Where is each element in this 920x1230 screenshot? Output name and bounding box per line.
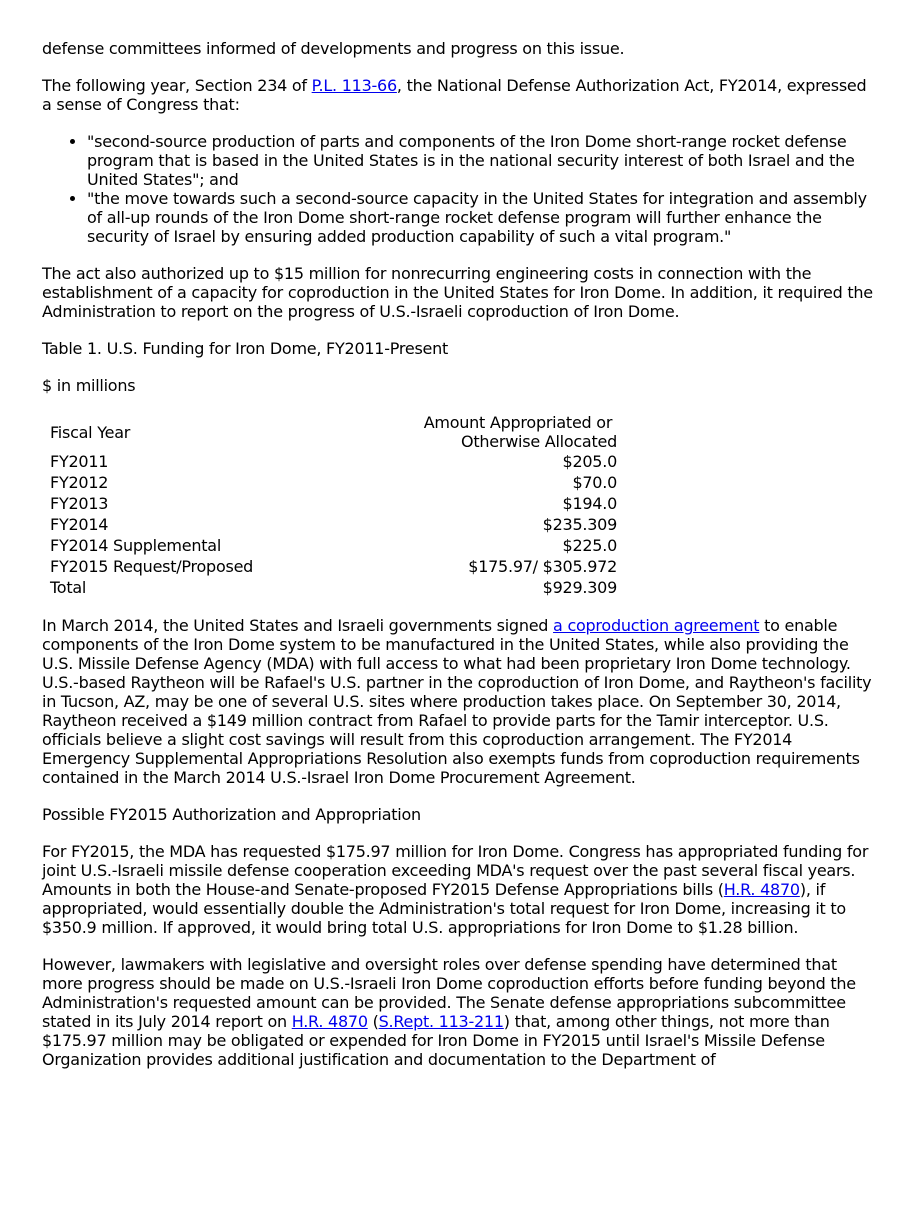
hr-4870-link[interactable]: H.R. 4870 (723, 880, 800, 899)
row-amount: $225.0 (562, 536, 617, 555)
row-amount: $70.0 (572, 473, 617, 492)
srept-113-211-link[interactable]: S.Rept. 113-211 (378, 1012, 504, 1031)
header-amount-line2: Otherwise Allocated (461, 432, 617, 451)
oversight-paragraph (42, 955, 878, 1069)
document-page (0, 39, 920, 1069)
row-year: FY2014 (50, 515, 109, 534)
sense-of-congress-list (42, 132, 878, 246)
coproduction-text-before: In March 2014, the United States and Israeli governments signed (42, 616, 554, 635)
funding-table (46, 413, 621, 598)
coproduction-agreement-link[interactable]: a coproduction agreement (553, 616, 760, 635)
list-item: • "the move towards such a second-source capacity in the United States for integration and assembly of all-up rounds of the Iron Dome short-range rocket defense program will further enhance the security of Israel by ensuring added production capability of such a vital program." (87, 189, 878, 246)
intro-tail-paragraph: defense committees informed of developments and progress on this issue. (42, 39, 625, 58)
header-amount-line1: Amount Appropriated or (423, 413, 613, 432)
table-row (46, 535, 621, 556)
list-item: • "second-source production of parts and components of the Iron Dome short-range rocket defense program that is based in the United States is in the national security interest of both Israel and the United States"; and (87, 132, 878, 189)
row-year: FY2014 Supplemental (50, 536, 222, 555)
table-row (46, 556, 621, 577)
oversight-text-2: ( (367, 1012, 379, 1031)
oversight-text-1: However, lawmakers with legislative and oversight roles over defense spending have determined that more progress should be made on U.S.-Israeli Iron Dome coproduction efforts before funding beyond the Administration's requested amount can be provided. The Senate defense appropriations subcommittee stated in its July 2014 report on (42, 955, 856, 1031)
header-fiscal-year: Fiscal Year (50, 422, 131, 442)
row-amount: $175.97/ $305.972 (468, 557, 617, 576)
table-row (46, 451, 621, 472)
coproduction-paragraph (42, 616, 878, 787)
table-header-row (46, 413, 621, 451)
coproduction-text-after: to enable components of the Iron Dome system to be manufactured in the United States, while also providing the U.S. Missile Defense Agency (MDA) with full access to what had been proprietary Iron Dome technology. U.S.-based Raytheon will be Rafael's U.S. partner in the coproduction of Iron Dome, and Raytheon's facility in Tucson, AZ, may be one of several U.S. sites where production takes place. On September 30, 2014, Raytheon received a $149 million contract from Rafael to provide parts for the Tamir interceptor. U.S. officials believe a slight cost savings will result from this coproduction arrangement. The FY2014 Emergency Supplemental Appropriations Resolution also exempts funds from coproduction requirements contained in the March 2014 U.S.-Israel Iron Dome Procurement Agreement. (42, 616, 872, 787)
section-heading: Possible FY2015 Authorization and Appropriation (42, 805, 421, 824)
row-year: FY2013 (50, 494, 109, 513)
row-amount: $205.0 (562, 452, 617, 471)
header-amount (340, 413, 621, 451)
act-paragraph: The act also authorized up to $15 million for nonrecurring engineering costs in connection with the establishment of a capacity for coproduction in the United States for Iron Dome. In addition, it required the Administration to report on the progress of U.S.-Israeli coproduction of Iron Dome. (42, 264, 873, 321)
table-row (46, 514, 621, 535)
table-units: $ in millions (42, 376, 136, 395)
row-year: FY2012 (50, 473, 109, 492)
row-amount: $929.309 (542, 578, 617, 597)
table-caption: Table 1. U.S. Funding for Iron Dome, FY2011-Present (42, 339, 449, 358)
table-row (46, 493, 621, 514)
fy2015-text-after: ), if appropriated, would essentially double the Administration's total request for Iron Dome, increasing it to $350.9 million. If approved, it would bring total U.S. appropriations for Iron Dome to $1.28 billion. (42, 880, 846, 937)
fy2015-paragraph (42, 842, 878, 937)
row-amount: $235.309 (542, 515, 617, 534)
ndaa-text-before: The following year, Section 234 of (42, 76, 312, 95)
hr-4870-report-link[interactable]: H.R. 4870 (291, 1012, 368, 1031)
ndaa-text-after: , the National Defense Authorization Act, FY2014, expressed a sense of Congress that: (42, 76, 867, 114)
row-year: Total (50, 578, 87, 597)
pl-113-66-link[interactable]: P.L. 113-66 (311, 76, 397, 95)
row-amount: $194.0 (562, 494, 617, 513)
oversight-text-3: ) that, among other things, not more than $175.97 million may be obligated or expended for Iron Dome in FY2015 until Israel's Missile Defense Organization provides additional justification and documentation to the Department of (42, 1012, 830, 1069)
ndaa-paragraph (42, 76, 878, 114)
row-year: FY2015 Request/Proposed (50, 557, 254, 576)
row-year: FY2011 (50, 452, 109, 471)
fy2015-text-before: For FY2015, the MDA has requested $175.97 million for Iron Dome. Congress has appropriated funding for joint U.S.-Israeli missile defense cooperation exceeding MDA's request over the past several fiscal years. Amounts in both the House-and Senate-proposed FY2015 Defense Appropriations bills ( (42, 842, 869, 899)
table-row (46, 472, 621, 493)
table-row-total (46, 577, 621, 598)
